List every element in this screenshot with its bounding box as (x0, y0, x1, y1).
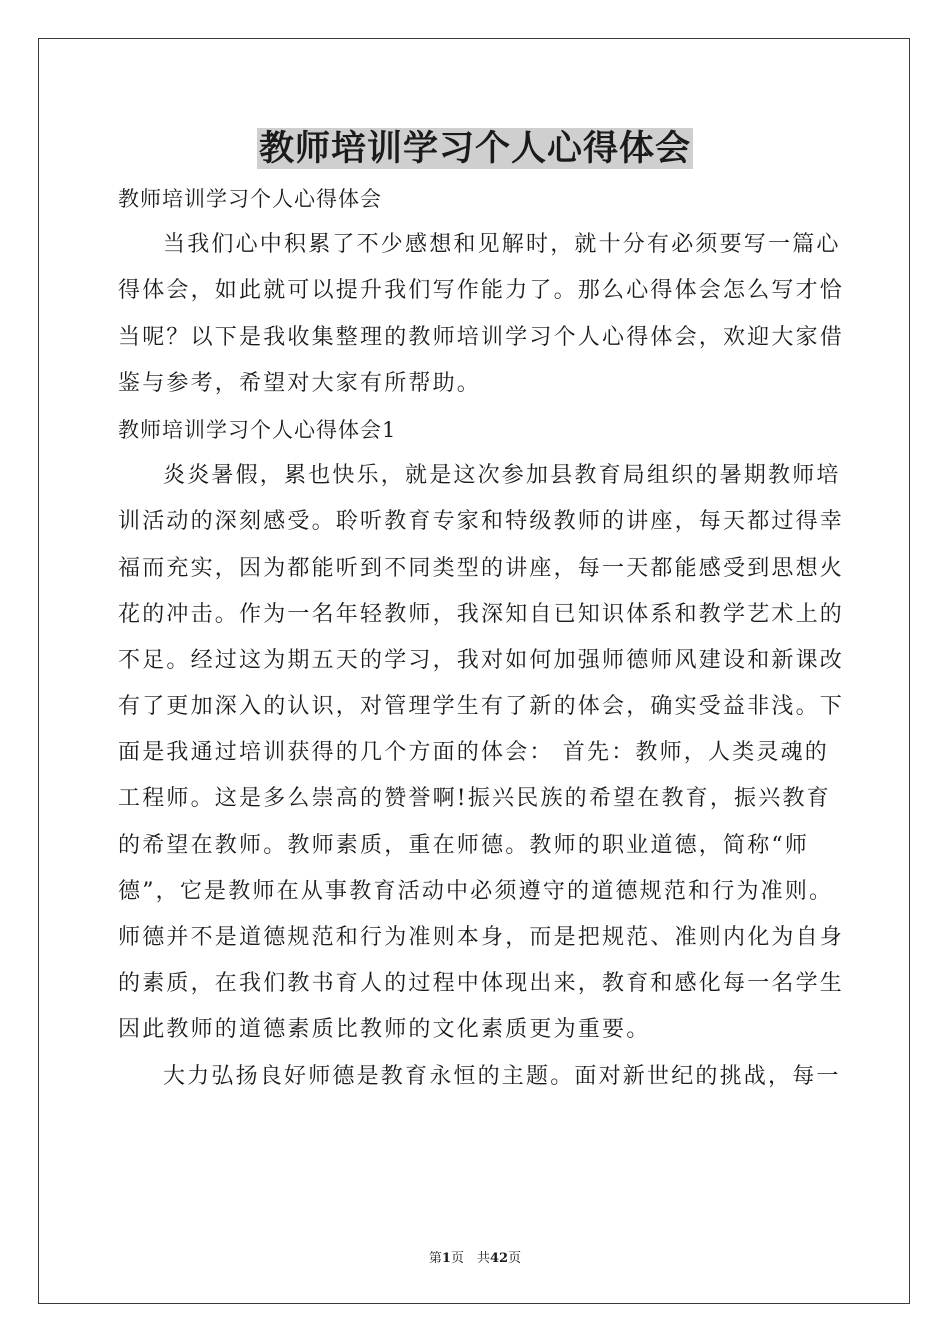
footer-page-number: 1 (441, 1251, 451, 1266)
paragraph-line: 鉴与参考，希望对大家有所帮助。 (118, 370, 482, 396)
paragraph-line: 师德并不是道德规范和行为准则本身，而是把规范、准则内化为自身 (118, 925, 845, 950)
subtitle: 教师培训学习个人心得体会 (118, 187, 382, 211)
paragraph-line: 福而充实，因为都能听到不同类型的讲座，每一天都能感受到思想火 (118, 555, 845, 581)
page-footer (0, 1247, 950, 1266)
paragraph-line: 的素质，在我们教书育人的过程中体现出来，教育和感化每一名学生 (118, 971, 845, 997)
paragraph-line: 德”，它是教师在从事教育活动中必须遵守的道德规范和行为准则。 (118, 878, 834, 904)
document-title-text: 教师培训学习个人心得体会 (258, 128, 691, 169)
intro-paragraph (118, 222, 845, 407)
paragraph-line: 花的冲击。作为一名年轻教师，我深知自已知识体系和教学艺术上的 (118, 601, 845, 627)
paragraph-line: 得体会，如此就可以提升我们写作能力了。那么心得体会怎么写才恰 (118, 278, 845, 304)
footer-total-pages: 42 (489, 1251, 509, 1266)
footer-prefix: 第 (428, 1251, 442, 1266)
paragraph-line: 不足。经过这为期五天的学习，我对如何加强师德师风建设和新课改 (118, 647, 845, 673)
paragraph-line: 的希望在教师。教师素质，重在师德。教师的职业道德，简称“师 (118, 832, 810, 858)
footer-mid: 页 共 (450, 1251, 490, 1266)
body-paragraph (118, 453, 845, 1053)
paragraph-line: 当我们心中积累了不少感想和见解时，就十分有必须要写一篇心 (163, 232, 841, 258)
paragraph-line: 因此教师的道德素质比教师的文化素质更为重要。 (118, 1017, 651, 1043)
next-paragraph-line: 大力弘扬良好师德是教育永恒的主题。面对新世纪的挑战，每一 (163, 1063, 841, 1089)
paragraph-line: 炎炎暑假，累也快乐，就是这次参加县教育局组织的暑期教师培 (163, 463, 841, 489)
document-title (0, 124, 950, 174)
document-body (118, 176, 845, 1100)
paragraph-line: 有了更加深入的认识，对管理学生有了新的体会，确实受益非浅。下 (118, 694, 845, 720)
paragraph-line: 当呢？以下是我收集整理的教师培训学习个人心得体会，欢迎大家借 (118, 324, 845, 350)
footer-suffix: 页 (508, 1251, 522, 1266)
paragraph-line: 面是我通过培训获得的几个方面的体会： 首先：教师，人类灵魂的 (118, 740, 829, 766)
paragraph-line: 工程师。这是多么崇高的赞誉啊!振兴民族的希望在教育，振兴教育 (118, 786, 831, 812)
section-heading: 教师培训学习个人心得体会1 (118, 417, 397, 442)
paragraph-line: 训活动的深刻感受。聆听教育专家和特级教师的讲座，每天都过得幸 (118, 509, 845, 535)
